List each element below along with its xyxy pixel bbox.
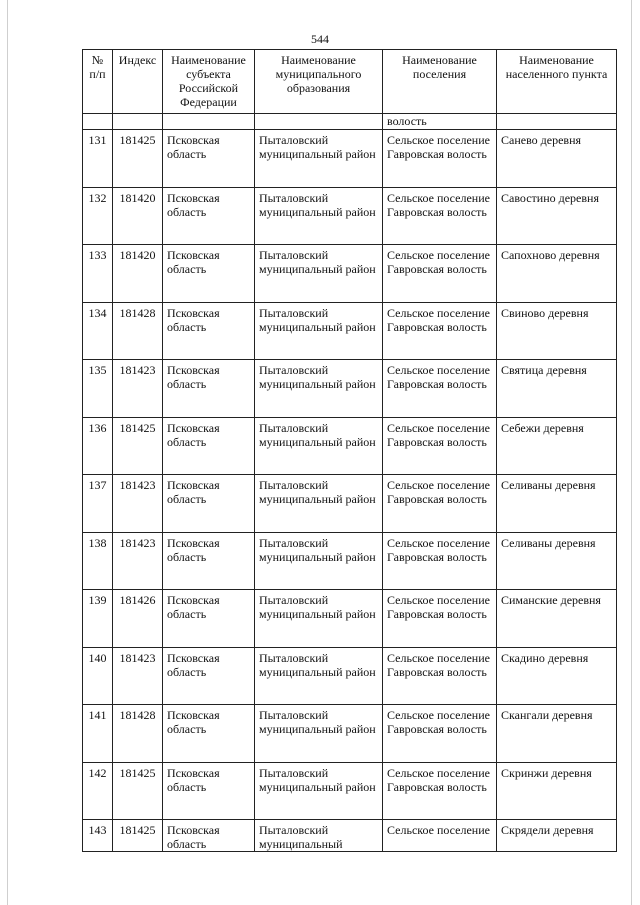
continuation-cell [83,114,113,130]
page-number: 544 [311,32,329,46]
locality-name: Скринжи деревня [497,762,617,820]
postal-index: 181420 [113,187,163,245]
header-locality: Наименование населенного пункта [497,50,617,114]
settlement-name: Сельское поселение Гавровская волость [383,130,497,188]
row-number: 141 [83,705,113,763]
row-number: 138 [83,532,113,590]
subject-name: Псковская область [163,302,255,360]
municipality-name: Пыталовский муниципальный [255,820,383,852]
continuation-cell [113,114,163,130]
municipality-name: Пыталовский муниципальный район [255,417,383,475]
settlement-name: Сельское поселение Гавровская волость [383,245,497,303]
header-index: Индекс [113,50,163,114]
municipality-name: Пыталовский муниципальный район [255,647,383,705]
settlement-name: Сельское поселение Гавровская волость [383,647,497,705]
table-row [83,590,617,648]
postal-index: 181420 [113,245,163,303]
subject-name: Псковская область [163,820,255,852]
table-row [83,302,617,360]
municipality-name: Пыталовский муниципальный район [255,762,383,820]
subject-name: Псковская область [163,705,255,763]
continuation-cell [497,114,617,130]
settlement-name: Сельское поселение Гавровская волость [383,762,497,820]
postal-index: 181423 [113,475,163,533]
postal-index: 181423 [113,532,163,590]
row-number: 139 [83,590,113,648]
locality-name: Скадино деревня [497,647,617,705]
postal-index: 181423 [113,647,163,705]
scan-edge-left [7,0,8,905]
row-number: 135 [83,360,113,418]
subject-name: Псковская область [163,360,255,418]
postal-index: 181425 [113,762,163,820]
settlement-name: Сельское поселение [383,820,497,852]
municipality-name: Пыталовский муниципальный район [255,590,383,648]
scan-edge-right [631,0,632,905]
row-number: 132 [83,187,113,245]
row-number: 143 [83,820,113,852]
table-row [83,820,617,852]
continuation-cell [255,114,383,130]
municipality-name: Пыталовский муниципальный район [255,187,383,245]
locality-name: Сапохново деревня [497,245,617,303]
locality-name: Свиново деревня [497,302,617,360]
table-row [83,705,617,763]
row-number: 142 [83,762,113,820]
municipality-name: Пыталовский муниципальный район [255,532,383,590]
row-number: 134 [83,302,113,360]
municipality-name: Пыталовский муниципальный район [255,360,383,418]
table-row [83,762,617,820]
postal-index: 181428 [113,302,163,360]
locality-name: Селиваны деревня [497,475,617,533]
subject-name: Псковская область [163,130,255,188]
locality-name: Савостино деревня [497,187,617,245]
postal-index: 181425 [113,130,163,188]
table-row [83,187,617,245]
header-municipality: Наименование муниципального образования [255,50,383,114]
continuation-settlement: волость [383,114,497,130]
locality-name: Святица деревня [497,360,617,418]
locality-name: Скангали деревня [497,705,617,763]
row-number: 137 [83,475,113,533]
subject-name: Псковская область [163,532,255,590]
table-header-row [83,50,617,114]
locality-name: Селиваны деревня [497,532,617,590]
settlement-name: Сельское поселение Гавровская волость [383,590,497,648]
settlement-name: Сельское поселение Гавровская волость [383,360,497,418]
row-number: 131 [83,130,113,188]
settlement-name: Сельское поселение Гавровская волость [383,532,497,590]
settlement-name: Сельское поселение Гавровская волость [383,417,497,475]
row-number: 136 [83,417,113,475]
row-number: 133 [83,245,113,303]
municipality-name: Пыталовский муниципальный район [255,705,383,763]
row-number: 140 [83,647,113,705]
postal-index: 181426 [113,590,163,648]
subject-name: Псковская область [163,245,255,303]
locality-name: Санево деревня [497,130,617,188]
locality-name: Симанские деревня [497,590,617,648]
locality-name: Себежи деревня [497,417,617,475]
continuation-row [83,114,617,130]
subject-name: Псковская область [163,647,255,705]
subject-name: Псковская область [163,762,255,820]
locality-name: Скрядели деревня [497,820,617,852]
table-row [83,417,617,475]
locality-table [82,49,617,852]
table-row [83,532,617,590]
municipality-name: Пыталовский муниципальный район [255,130,383,188]
table-row [83,360,617,418]
table-row [83,245,617,303]
settlement-name: Сельское поселение Гавровская волость [383,705,497,763]
header-subject: Наименование субъекта Российской Федерации [163,50,255,114]
municipality-name: Пыталовский муниципальный район [255,475,383,533]
settlement-name: Сельское поселение Гавровская волость [383,475,497,533]
table-row [83,647,617,705]
settlement-name: Сельское поселение Гавровская волость [383,302,497,360]
postal-index: 181425 [113,820,163,852]
settlement-name: Сельское поселение Гавровская волость [383,187,497,245]
table-row [83,475,617,533]
subject-name: Псковская область [163,590,255,648]
header-settlement: Наименование поселения [383,50,497,114]
header-num: № п/п [83,50,113,114]
subject-name: Псковская область [163,187,255,245]
postal-index: 181428 [113,705,163,763]
municipality-name: Пыталовский муниципальный район [255,302,383,360]
subject-name: Псковская область [163,475,255,533]
postal-index: 181425 [113,417,163,475]
postal-index: 181423 [113,360,163,418]
subject-name: Псковская область [163,417,255,475]
table-row [83,130,617,188]
continuation-cell [163,114,255,130]
municipality-name: Пыталовский муниципальный район [255,245,383,303]
